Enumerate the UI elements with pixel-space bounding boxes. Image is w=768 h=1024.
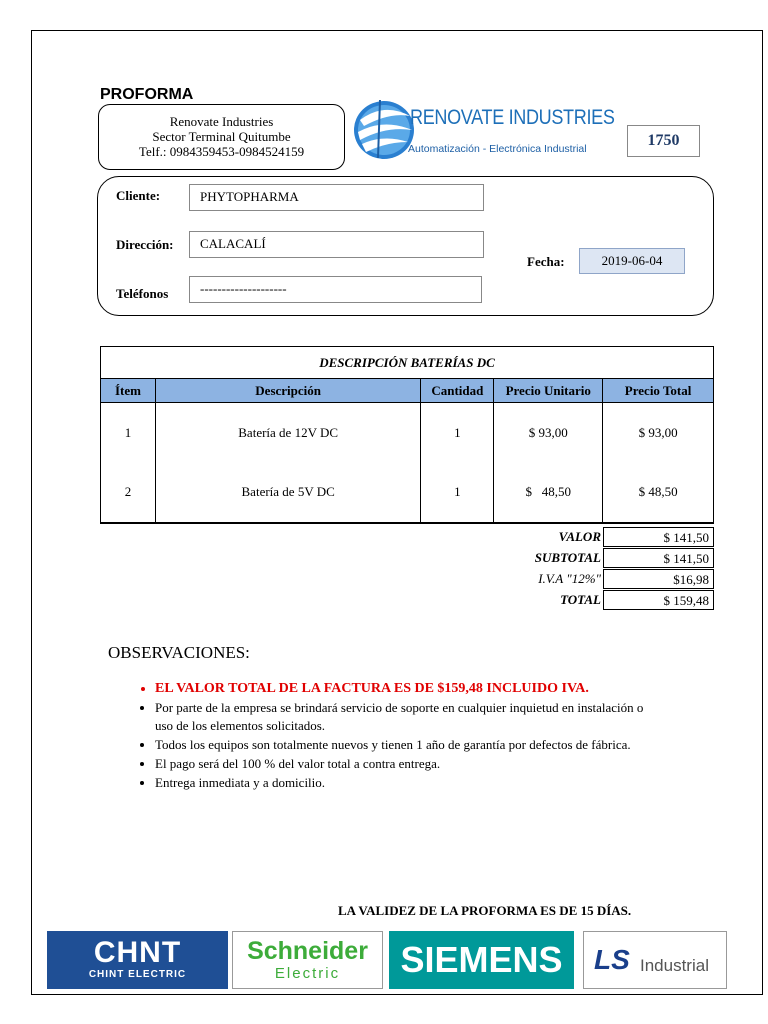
telefonos-field[interactable]: --------------------: [189, 276, 482, 303]
table-row: [101, 403, 714, 463]
logo-company-name: RENOVATE INDUSTRIES: [410, 106, 615, 129]
schneider-logo-text: Schneider: [247, 937, 368, 965]
header-item: Ítem: [101, 379, 156, 403]
subtotal-amount: $ 141,50: [603, 548, 714, 568]
direccion-label: Dirección:: [116, 237, 174, 252]
table-row: [101, 463, 714, 523]
row-descripcion: Batería de 12V DC: [155, 403, 420, 463]
row-precio-total: $ 48,50: [603, 463, 714, 523]
schneider-logo-subtext: Electric: [274, 965, 341, 982]
chint-logo-subtext: CHINT ELECTRIC: [88, 969, 187, 980]
table-header: [101, 379, 714, 403]
company-info-box: [98, 104, 345, 170]
ls-logo-subtext: Industrial: [640, 956, 709, 975]
siemens-logo: [389, 931, 574, 989]
items-table: [100, 346, 714, 524]
row-descripcion: Batería de 5V DC: [155, 463, 420, 523]
row-item: 2: [101, 463, 156, 523]
row-precio-unitario: $ 48,50: [494, 463, 603, 523]
fecha-field[interactable]: 2019-06-04: [579, 248, 685, 274]
chint-logo-text: CHNT: [93, 936, 182, 969]
row-cantidad: 1: [421, 463, 494, 523]
observation-item: • Todos los equipos son totalmente nuevos y tienen 1 año de garantía por defectos de fábrica.: [155, 736, 650, 754]
header-cantidad: Cantidad: [421, 379, 494, 403]
validez-note: LA VALIDEZ DE LA PROFORMA ES DE 15 DÍAS.: [338, 903, 632, 918]
iva-amount: $16,98: [603, 569, 714, 589]
observation-item: • Entrega inmediata y a domicilio.: [155, 774, 650, 792]
observation-item: • El pago será del 100 % del valor total a contra entrega.: [155, 755, 650, 773]
row-cantidad: 1: [421, 403, 494, 463]
telefonos-label: Teléfonos: [116, 286, 169, 301]
valor-label: VALOR: [558, 529, 601, 544]
schneider-logo: [232, 931, 383, 989]
row-precio-unitario: $ 93,00: [494, 403, 603, 463]
logo-tagline: Automatización - Electrónica Industrial: [408, 143, 587, 155]
company-address: Sector Terminal Quitumbe: [152, 129, 291, 144]
table-caption: DESCRIPCIÓN BATERÍAS DC: [101, 347, 714, 379]
header-descripcion: Descripción: [155, 379, 420, 403]
chint-logo: [47, 931, 228, 989]
fecha-label: Fecha:: [527, 254, 565, 269]
observation-highlight: • EL VALOR TOTAL DE LA FACTURA ES DE $159,48 INCLUIDO IVA.: [155, 680, 650, 698]
siemens-logo-text: SIEMENS: [400, 939, 563, 980]
company-name: Renovate Industries: [169, 114, 274, 129]
company-phone: Telf.: 0984359453-0984524159: [138, 144, 305, 159]
header-precio-unitario: Precio Unitario: [494, 379, 603, 403]
observation-item: • Por parte de la empresa se brindará servicio de soporte en cualquier inquietud en instalación o uso de los elementos solicitados.: [155, 699, 650, 735]
cliente-field[interactable]: PHYTOPHARMA: [189, 184, 484, 211]
row-precio-total: $ 93,00: [603, 403, 714, 463]
subtotal-label: SUBTOTAL: [534, 550, 601, 565]
total-amount: $ 159,48: [603, 590, 714, 610]
valor-amount: $ 141,50: [603, 527, 714, 547]
header-precio-total: Precio Total: [603, 379, 714, 403]
proforma-number: 1750: [627, 125, 700, 157]
document-title: PROFORMA: [100, 86, 194, 103]
observaciones-title: OBSERVACIONES:: [108, 643, 250, 662]
ls-logo-text: LS: [594, 944, 630, 975]
iva-label: I.V.A "12%": [538, 571, 601, 586]
observaciones-list: [130, 680, 650, 793]
cliente-label: Cliente:: [116, 188, 161, 203]
ls-industrial-logo: [583, 931, 727, 989]
direccion-field[interactable]: CALACALÍ: [189, 231, 484, 258]
row-item: 1: [101, 403, 156, 463]
total-label: TOTAL: [560, 592, 601, 607]
